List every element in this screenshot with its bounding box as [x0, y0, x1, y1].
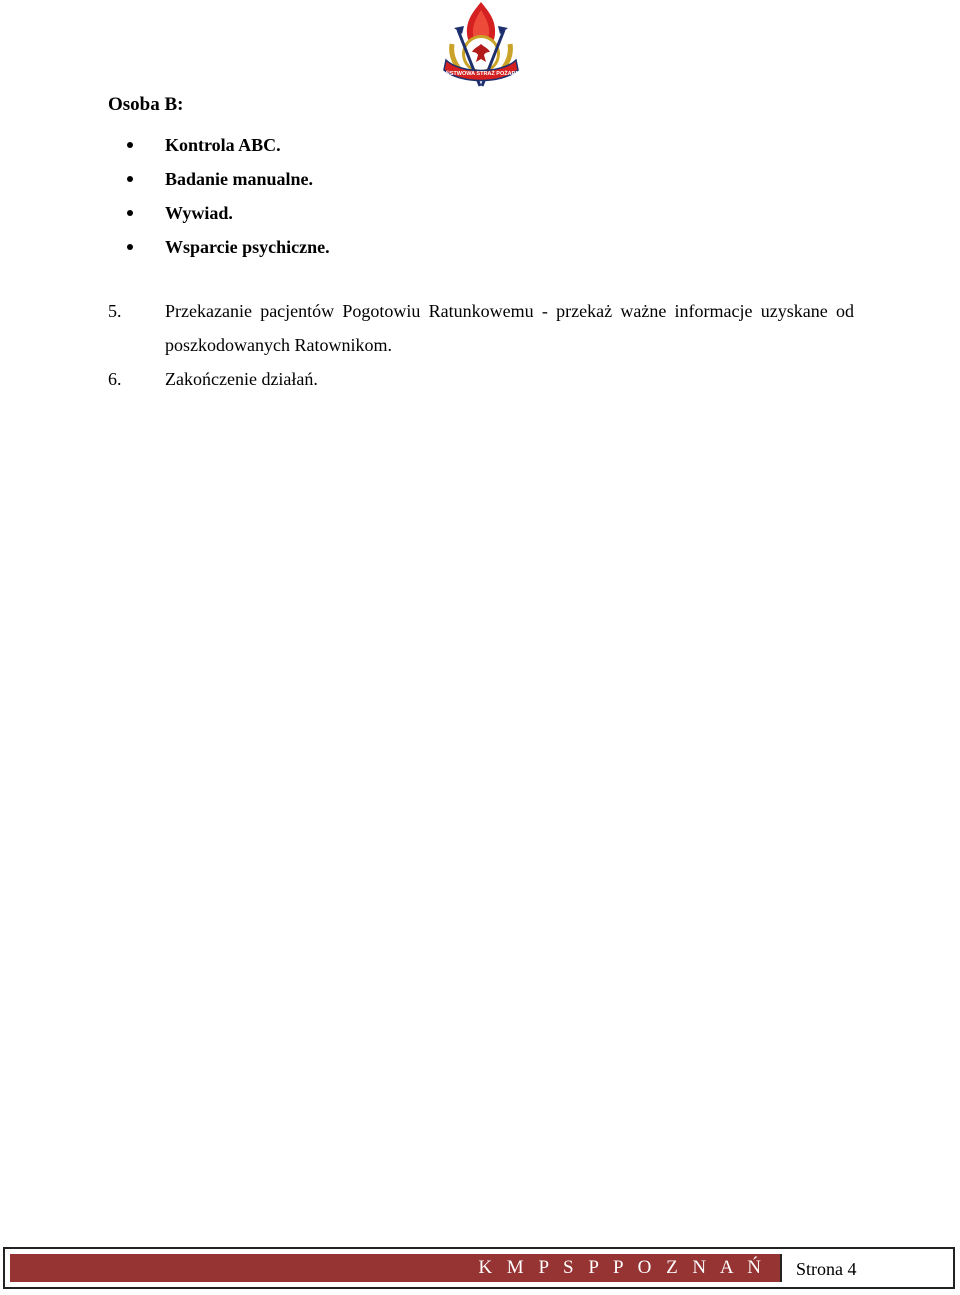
step-number: 6. — [108, 369, 122, 389]
list-item: Wywiad. — [108, 196, 330, 230]
footer-org-bar — [10, 1254, 780, 1282]
footer-page-number: Strona 4 — [780, 1254, 950, 1282]
list-item — [108, 294, 854, 362]
logo — [440, 0, 522, 92]
bullet-list — [108, 128, 330, 264]
step-text: Przekazanie pacjentów Pogotowiu Ratunkowemu - przekaż ważne informacje uzyskane od poszkodowanych Ratownikom. — [165, 301, 854, 355]
list-item: Kontrola ABC. — [108, 128, 330, 162]
state-fire-service-emblem-icon — [440, 0, 522, 92]
list-item: Badanie manualne. — [108, 162, 330, 196]
section-heading: Osoba B: — [108, 94, 184, 115]
numbered-list — [108, 294, 854, 396]
step-number: 5. — [108, 301, 122, 321]
footer-org-name: K M P S P P O Z N A Ń — [478, 1257, 766, 1278]
list-item: Wsparcie psychiczne. — [108, 230, 330, 264]
list-item — [108, 362, 854, 396]
page-footer — [3, 1247, 955, 1289]
logo-text: PAŃSTWOWA STRAŻ POŻARNA — [440, 71, 522, 77]
step-text: Zakończenie działań. — [165, 369, 318, 389]
